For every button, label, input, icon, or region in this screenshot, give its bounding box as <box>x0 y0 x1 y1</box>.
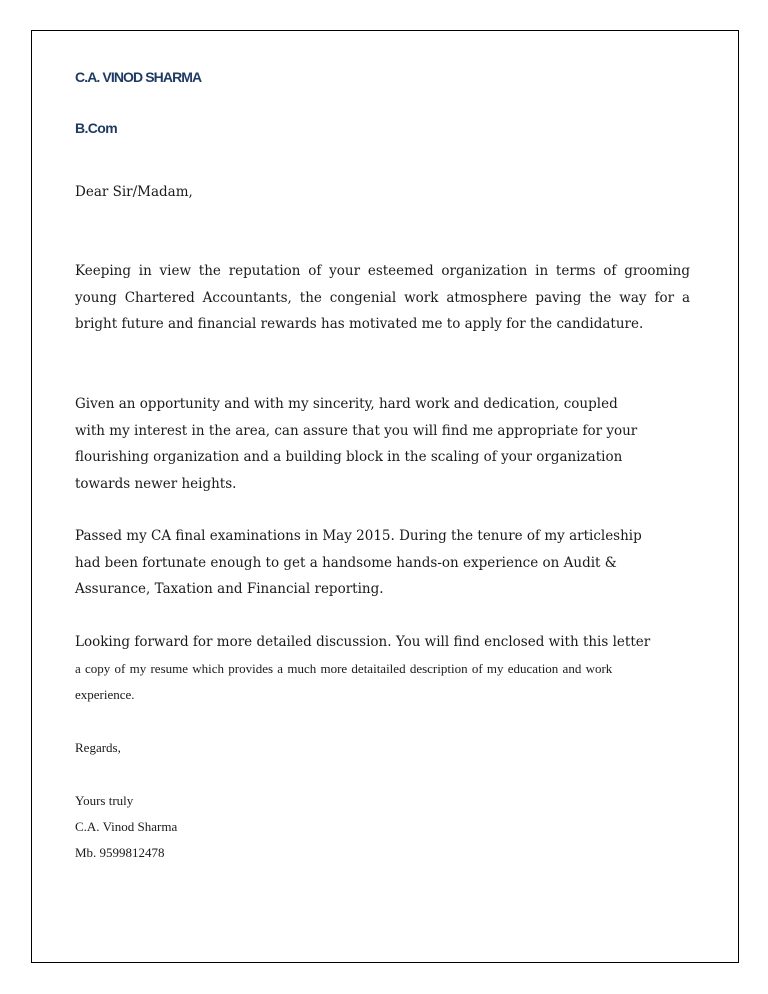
sender-name: C.A. VINOD SHARMA <box>75 69 202 85</box>
closing: Regards, <box>75 740 121 755</box>
paragraph-line: with my interest in the area, can assure that you will find me appropriate for your <box>75 422 638 439</box>
paragraph-1 <box>75 258 690 338</box>
paragraph-4 <box>75 629 690 709</box>
mobile-number: Mb. 9599812478 <box>75 845 165 860</box>
paragraph-line: bright future and financial rewards has motivated me to apply for the candidature. <box>75 316 644 333</box>
paragraph-line: Keeping in view the reputation of your esteemed organization in terms of grooming <box>75 263 690 279</box>
paragraph-line: had been fortunate enough to get a handsome hands-on experience on Audit & <box>75 554 617 571</box>
paragraph-2 <box>75 391 690 498</box>
paragraph-line: Assurance, Taxation and Financial reporting. <box>75 581 384 598</box>
paragraph-line: Passed my CA final examinations in May 2015. During the tenure of my articleship <box>75 528 642 544</box>
sender-degree: B.Com <box>75 120 118 136</box>
paragraph-line: Looking forward for more detailed discussion. You will find enclosed with this letter <box>75 634 651 650</box>
paragraph-line: experience. <box>75 687 135 703</box>
signoff: Yours truly <box>75 793 134 808</box>
paragraph-line: towards newer heights. <box>75 476 237 493</box>
paragraph-line: Given an opportunity and with my sincerity, hard work and dedication, coupled <box>75 396 618 412</box>
paragraph-line: young Chartered Accountants, the congenial work atmosphere paving the way for a <box>75 289 690 306</box>
signature-name: C.A. Vinod Sharma <box>75 819 178 834</box>
paragraph-line: a copy of my resume which provides a much more detaitailed description of my education and work <box>75 660 613 676</box>
paragraph-line: flourishing organization and a building block in the scaling of your organization <box>75 449 623 466</box>
salutation: Dear Sir/Madam, <box>75 184 193 200</box>
paragraph-3 <box>75 523 690 603</box>
